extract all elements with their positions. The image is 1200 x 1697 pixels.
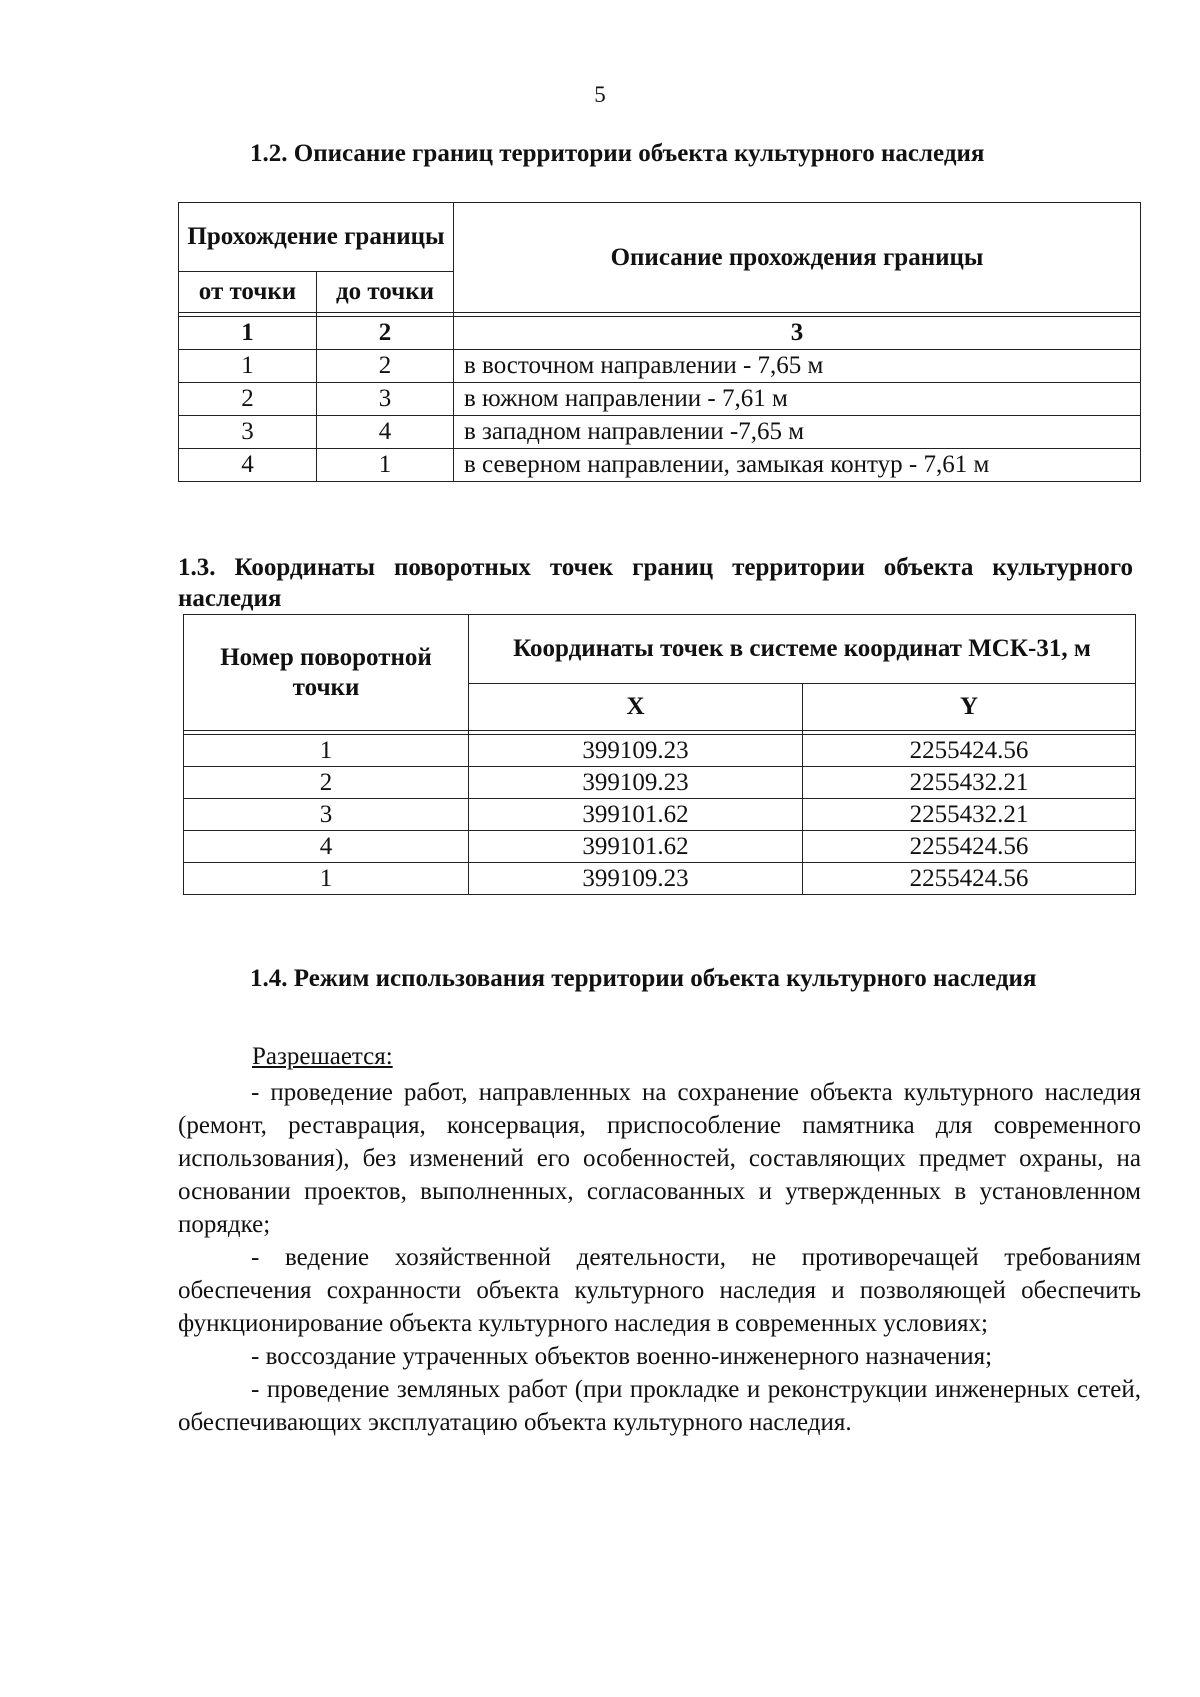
description-cell: в северном направлении, замыкая контур - 7,61 м [454,449,1141,482]
allowed-label: Разрешается: [252,1043,393,1070]
x-cell: 399109.23 [469,767,803,799]
to-cell: 3 [317,383,454,416]
x-header: X [469,684,803,731]
allowed-paragraph: - ведение хозяйственной деятельности, не противоречащей требованиям обеспечения сохранности объекта культурного наследия и позволяющей обеспечить функционирование объекта культурного наследия в современных условиях; [178,1244,1141,1337]
table-row [179,449,1141,482]
page-number: 5 [594,82,606,107]
table-row [179,383,1141,416]
table-row [184,735,1136,767]
table-row [184,831,1136,863]
to-cell: 4 [317,416,454,449]
x-cell: 399109.23 [469,735,803,767]
allowed-list [178,1076,1141,1439]
column-number: 2 [317,317,454,350]
from-cell: 4 [179,449,317,482]
description-cell: в восточном направлении - 7,65 м [454,350,1141,383]
section-1-3-heading: 1.3. Координаты поворотных точек границ территории объекта культурного наследия [178,554,1133,612]
allowed-paragraph: - проведение работ, направленных на сохранение объекта культурного наследия (ремонт, реставрация, консервация, приспособление памятника для современного использования), без изменений его особенностей, составляющих предмет охраны, на основании проектов, выполненных, согласованных и утвержденных в установленном порядке; [178,1079,1141,1238]
section-1-4-heading: 1.4. Режим использования территории объекта культурного наследия [250,965,1037,992]
x-cell: 399101.62 [469,799,803,831]
point-cell: 2 [184,767,469,799]
section-1-2-heading: 1.2. Описание границ территории объекта культурного наследия [250,140,985,167]
table-row [184,863,1136,895]
boundary-description-table [178,202,1141,482]
from-cell: 2 [179,383,317,416]
passage-header: Прохождение границы [179,203,454,272]
point-cell: 1 [184,735,469,767]
column-number: 1 [179,317,317,350]
column-number: 3 [454,317,1141,350]
point-cell: 3 [184,799,469,831]
to-cell: 2 [317,350,454,383]
from-cell: 3 [179,416,317,449]
y-cell: 2255432.21 [803,767,1136,799]
table-row [179,416,1141,449]
description-cell: в западном направлении -7,65 м [454,416,1141,449]
table-row [184,799,1136,831]
y-header: Y [803,684,1136,731]
description-header: Описание прохождения границы [454,203,1141,313]
allowed-paragraph: - воссоздание утраченных объектов военно-инженерного назначения; [251,1343,993,1370]
table-row [179,350,1141,383]
point-cell: 4 [184,831,469,863]
coordinates-table [183,614,1136,895]
x-cell: 399101.62 [469,831,803,863]
point-number-header: Номер поворотной точки [184,615,469,731]
point-cell: 1 [184,863,469,895]
from-point-header: от точки [179,272,317,313]
y-cell: 2255424.56 [803,863,1136,895]
table-row [184,767,1136,799]
allowed-paragraph: - проведение земляных работ (при прокладке и реконструкции инженерных сетей, обеспечивающих эксплуатацию объекта культурного наследия. [178,1376,1141,1436]
y-cell: 2255424.56 [803,735,1136,767]
coordinates-header: Координаты точек в системе координат МСК-31, м [469,615,1136,684]
y-cell: 2255432.21 [803,799,1136,831]
to-point-header: до точки [317,272,454,313]
from-cell: 1 [179,350,317,383]
to-cell: 1 [317,449,454,482]
y-cell: 2255424.56 [803,831,1136,863]
description-cell: в южном направлении - 7,61 м [454,383,1141,416]
x-cell: 399109.23 [469,863,803,895]
